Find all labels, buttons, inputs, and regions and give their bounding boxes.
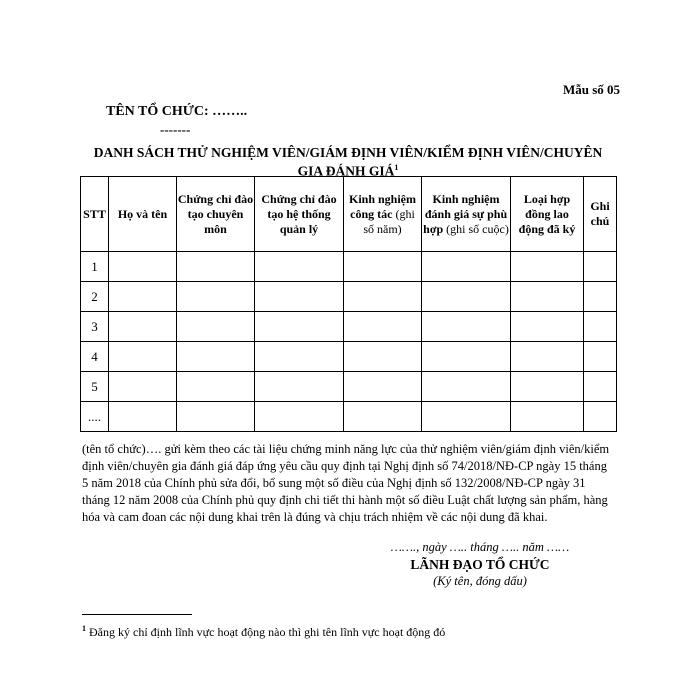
table-row [81,282,617,312]
row-number: 4 [81,342,109,372]
table-cell [344,312,422,342]
table-cell [344,372,422,402]
table-cell [255,252,344,282]
table-cell [177,312,255,342]
declaration-statement: (tên tổ chức)…. gửi kèm theo các tài liệu chứng minh năng lực của thử nghiệm viên/giám định viên/kiểm định viên/chuyên gia đánh giá đáp ứng yêu cầu quy định tại Nghị định số 74/2018/NĐ-CP ngày 15 tháng 5 năm 2018 của Chính phủ sửa đổi, bổ sung một số điều của Nghị định số 132/2008/NĐ-CP ngày 31 tháng 12 năm 2008 của Chính phủ quy định chi tiết thi hành một số điều Luật chất lượng sản phẩm, hàng hóa và cam đoan các nội dung khai trên là đúng và chịu trách nhiệm về các nội dung đã khai. [82,442,610,524]
table-cell [255,312,344,342]
row-number: 3 [81,312,109,342]
footnote-divider [82,614,192,615]
table-cell [422,312,511,342]
column-header-note: (ghi số năm) [363,206,415,236]
document-title-text: DANH SÁCH THỬ NGHIỆM VIÊN/GIÁM ĐỊNH VIÊN/KIỂM ĐỊNH VIÊN/CHUYÊN GIA ĐÁNH GIÁ [93,145,603,179]
table-cell [177,282,255,312]
table-cell [584,372,617,402]
column-header [511,177,584,252]
column-header-label: Chứng chỉ đào tạo chuyên môn [177,191,254,236]
column-header-label: Ghi chú [590,199,610,228]
table-cell [177,342,255,372]
form-number: Mẫu số 05 [562,82,620,97]
signature-date-line: ……., ngày ….. tháng ….. năm …… [390,540,570,554]
table-cell [109,252,177,282]
organization-underline: ------- [160,122,191,137]
table-cell [422,282,511,312]
table-cell [422,402,511,432]
table-cell [344,252,422,282]
table-cell [344,342,422,372]
column-header [422,177,511,252]
footnote-text: Đăng ký chỉ định lĩnh vực hoạt động nào thì ghi tên lĩnh vực hoạt động đó [86,625,446,639]
column-header [344,177,422,252]
table-cell [511,282,584,312]
footnote-mark: 1 [82,624,86,633]
column-header-label: Loại hợp đồng lao động đã ký [518,191,576,236]
table-cell [584,402,617,432]
table-row [81,252,617,282]
column-header [255,177,344,252]
table-cell [584,312,617,342]
table-cell [109,342,177,372]
table-cell [177,252,255,282]
table-cell [511,312,584,342]
table-row [81,342,617,372]
table-cell [511,252,584,282]
table-cell [584,252,617,282]
table-cell [109,282,177,312]
table-cell [422,372,511,402]
column-header-note: (ghi số cuộc) [443,221,509,236]
table-cell [109,312,177,342]
organization-label: TÊN TỔ CHỨC: …….. [106,104,248,119]
title-footnote-mark: 1 [394,163,399,172]
table-cell [422,342,511,372]
column-header [109,177,177,252]
row-number: 5 [81,372,109,402]
table-cell [511,402,584,432]
table-row [81,372,617,402]
table-cell [109,372,177,402]
signature-block [360,540,600,589]
table-row [81,402,617,432]
table-cell [344,402,422,432]
table-cell [584,282,617,312]
row-number: 1 [81,252,109,282]
column-header-label: Kinh nghiệm công tác [348,191,417,221]
row-number: .... [81,402,109,432]
row-number: 2 [81,282,109,312]
table-body [81,252,617,432]
column-header-label: Kinh nghiệm đánh giá sự phù hợp [423,191,508,236]
table-header-row [81,177,617,252]
footnote [82,624,445,640]
column-header [584,177,617,252]
table-cell [344,282,422,312]
table-row [81,312,617,342]
table-cell [584,342,617,372]
table-cell [255,372,344,402]
table-cell [255,342,344,372]
table-cell [177,372,255,402]
signature-note: (Ký tên, đóng dấu) [433,574,527,588]
column-header [81,177,109,252]
column-header-label: STT [83,206,106,221]
table-cell [511,372,584,402]
column-header-label: Họ và tên [117,206,168,221]
table-cell [177,402,255,432]
table-cell [255,402,344,432]
document-title [80,145,616,179]
table-cell [422,252,511,282]
table-cell [255,282,344,312]
personnel-table [80,176,617,432]
signature-title: LÃNH ĐẠO TỔ CHỨC [410,557,550,572]
column-header [177,177,255,252]
table-cell [109,402,177,432]
column-header-label: Chứng chỉ đào tạo hệ thống quản lý [261,191,337,236]
table-cell [511,342,584,372]
